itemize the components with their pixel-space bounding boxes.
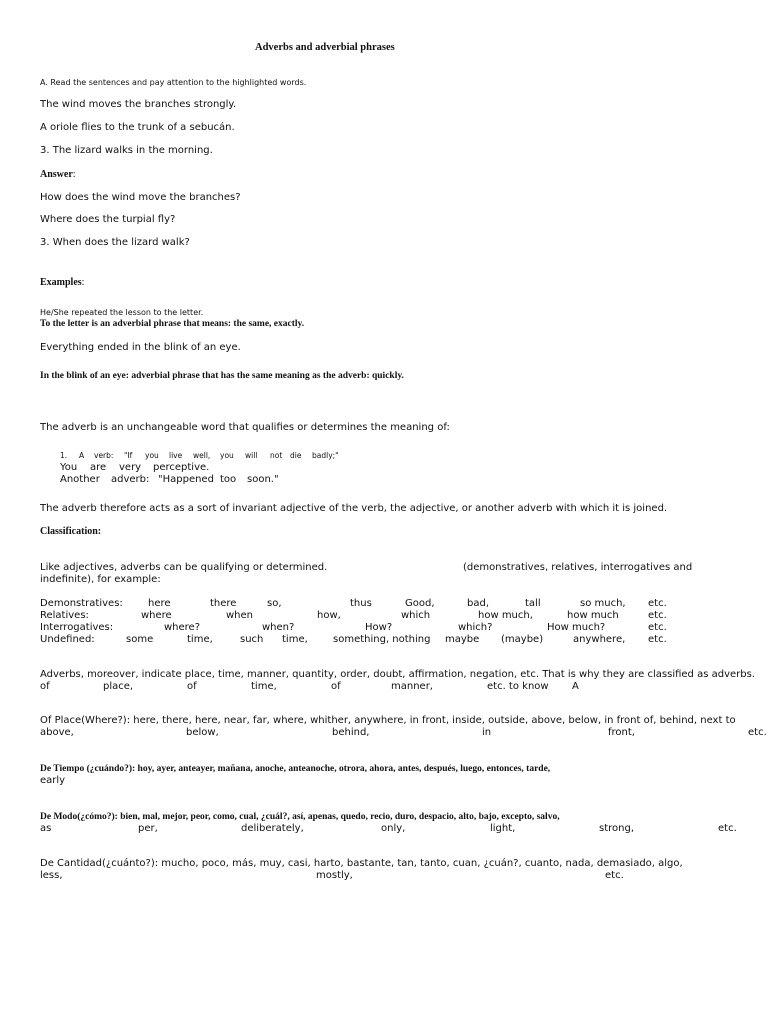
- definition-summary: The adverb therefore acts as a sort of invariant adjective of the verb, the adjective, or another adverb with which it is joined.: [40, 503, 668, 514]
- classification-intro: Like adjectives, adverbs can be qualifying or determined.: [40, 562, 328, 573]
- sentence-3: 3. The lizard walks in the morning.: [40, 145, 213, 156]
- manner-adverbs: De Modo(¿cómo?): bien, mal, mejor, peor, como, cual, ¿cuál?, así, apenas, quedo, recio, duro, despacio, alto, bajo, excepto, salvo,: [40, 812, 560, 822]
- classification-intro-2: indefinite), for example:: [40, 574, 161, 585]
- sentence-2: A oriole flies to the trunk of a sebucán.: [40, 122, 235, 133]
- place-adverbs: Of Place(Where?): here, there, here, near, far, where, whither, anywhere, in front, inside, outside, above, below, in front of, behind, next to: [40, 715, 736, 726]
- question-1: How does the wind move the branches?: [40, 192, 241, 203]
- quantity-adverbs: De Cantidad(¿cuánto?): mucho, poco, más, muy, casi, harto, bastante, tan, tanto, cuan, ¿cuán?, cuanto, nada, demasiado, algo,: [40, 858, 683, 869]
- example-2: Everything ended in the blink of an eye.: [40, 342, 241, 353]
- explanation-1: To the letter is an adverbial phrase that means: the same, exactly.: [40, 319, 305, 329]
- page-title: Adverbs and adverbial phrases: [255, 42, 395, 53]
- time-adverbs: De Tiempo (¿cuándo?): hoy, ayer, anteayer, mañana, anoche, anteanoche, otrora, ahora, antes, después, luego, entonces, tarde,: [40, 764, 551, 774]
- classification-label: Classification:: [40, 526, 102, 537]
- example-1: He/She repeated the lesson to the letter.: [40, 308, 204, 317]
- question-2: Where does the turpial fly?: [40, 214, 176, 225]
- examples-label: Examples:: [40, 277, 85, 288]
- adverb-types-intro: Adverbs, moreover, indicate place, time, manner, quantity, order, doubt, affirmation, negation, etc. That is why they are classified as adverbs.: [40, 669, 755, 680]
- question-3: 3. When does the lizard walk?: [40, 237, 190, 248]
- definition-intro: The adverb is an unchangeable word that qualifies or determines the meaning of:: [40, 422, 450, 433]
- time-adverbs-2: early: [40, 775, 66, 786]
- explanation-2: In the blink of an eye: adverbial phrase that has the same meaning as the adverb: quickly.: [40, 371, 404, 381]
- instruction: A. Read the sentences and pay attention to the highlighted words.: [40, 78, 307, 87]
- classification-intro-right: (demonstratives, relatives, interrogatives and: [463, 562, 693, 573]
- answer-label: Answer:: [40, 169, 76, 180]
- sentence-1: The wind moves the branches strongly.: [40, 99, 237, 110]
